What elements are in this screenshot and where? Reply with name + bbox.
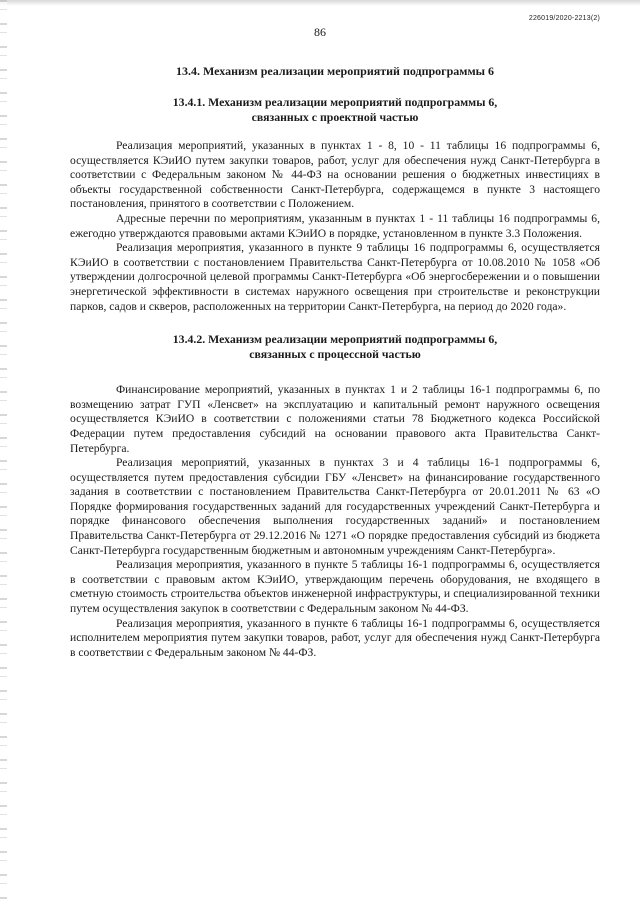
page-number: 86	[314, 25, 326, 39]
document-id: 226019/2020-2213(2)	[528, 15, 600, 22]
paragraph: Реализация мероприятий, указанных в пунктах 1 - 8, 10 - 11 таблицы 16 подпрограммы 6, осуществляется КЭиИО путем закупки товаров, работ, услуг для обеспечения нужд Санкт-Петербурга в соответствии с Федеральным законом № 44-ФЗ на основании решения о бюджетных инвестициях в объекты государственной собственности Санкт-Петербурга, содержащемся в пункте 3 настоящего постановления, принятого в соответствии с Положением.	[70, 139, 600, 211]
subsection-title-line1: 13.4.1. Механизм реализации мероприятий подпрограммы 6,	[172, 95, 498, 109]
page-content	[70, 64, 600, 660]
subsection-title-line2: связанных с проектной частью	[251, 109, 419, 124]
paragraph: Финансирование мероприятий, указанных в пунктах 1 и 2 таблицы 16-1 подпрограммы 6, по возмещению затрат ГУП «Ленсвет» на эксплуатацию и капитальный ремонт наружного освещения осуществляется КЭиИО в соответствии с положениями статьи 78 Бюджетного кодекса Российской Федерации путем предоставления субсидий на основании правового акта Правительства Санкт-Петербурга.	[70, 383, 600, 455]
section-spacer	[70, 314, 600, 332]
paragraph: Реализация мероприятия, указанного в пункте 9 таблицы 16 подпрограммы 6, осуществляется КЭиИО в соответствии с постановлением Правительства Санкт-Петербурга от 10.08.2010 № 1058 «Об утверждении долгосрочной целевой программы Санкт-Петербурга «Об энергосбережении и о повышении энергетической эффективности в системах наружного освещения при строительстве и реконструкции парков, садов и скверов, расположенных на территории Санкт-Петербурга, на период до 2020 года».	[70, 241, 600, 313]
paragraph: Реализация мероприятий, указанных в пунктах 3 и 4 таблицы 16-1 подпрограммы 6, осуществляется путем предоставления субсидии ГБУ «Ленсвет» на финансирование государственного задания в соответствии с постановлением Правительства Санкт-Петербурга от 20.01.2011 № 63 «О Порядке формирования государственных заданий для государственных учреждений Санкт-Петербурга и порядке финансового обеспечения выполнения государственных заданий» и постановлением Правительства Санкт-Петербурга от 29.12.2016 № 1271 «О порядке предоставления субсидий из бюджета Санкт-Петербурга государственным бюджетным и автономным учреждениям Санкт-Петербурга».	[70, 456, 600, 557]
scan-edge-top	[0, 0, 640, 6]
scan-edge-left	[0, 0, 7, 905]
subsection-title-project	[70, 95, 600, 124]
subsection-title-process	[70, 332, 600, 361]
subsection-title-line2: связанных с процессной частью	[249, 346, 421, 361]
paragraph: Реализация мероприятия, указанного в пункте 6 таблицы 16-1 подпрограммы 6, осуществляется исполнителем мероприятия путем закупки товаров, работ, услуг для обеспечения нужд Санкт-Петербурга в соответствии с Федеральным законом № 44-ФЗ.	[70, 616, 600, 659]
section-title: 13.4. Механизм реализации мероприятий подпрограммы 6	[175, 64, 495, 78]
paragraph: Адресные перечни по мероприятиям, указанным в пунктах 1 - 11 таблицы 16 подпрограммы 6, ежегодно утверждаются правовыми актами КЭиИО в порядке, установленном в пункте 3.3 Положения.	[70, 211, 600, 240]
subsection-title-line1: 13.4.2. Механизм реализации мероприятий подпрограммы 6,	[172, 332, 498, 347]
paragraph: Реализация мероприятия, указанного в пункте 5 таблицы 16-1 подпрограммы 6, осуществляется в соответствии с правовым актом КЭиИО, утверждающим перечень оборудования, не входящего в сметную стоимость строительства объектов инженерной инфраструктуры, и специализированной техники путем осуществления закупок в соответствии с Федеральным законом № 44-ФЗ.	[70, 558, 600, 616]
